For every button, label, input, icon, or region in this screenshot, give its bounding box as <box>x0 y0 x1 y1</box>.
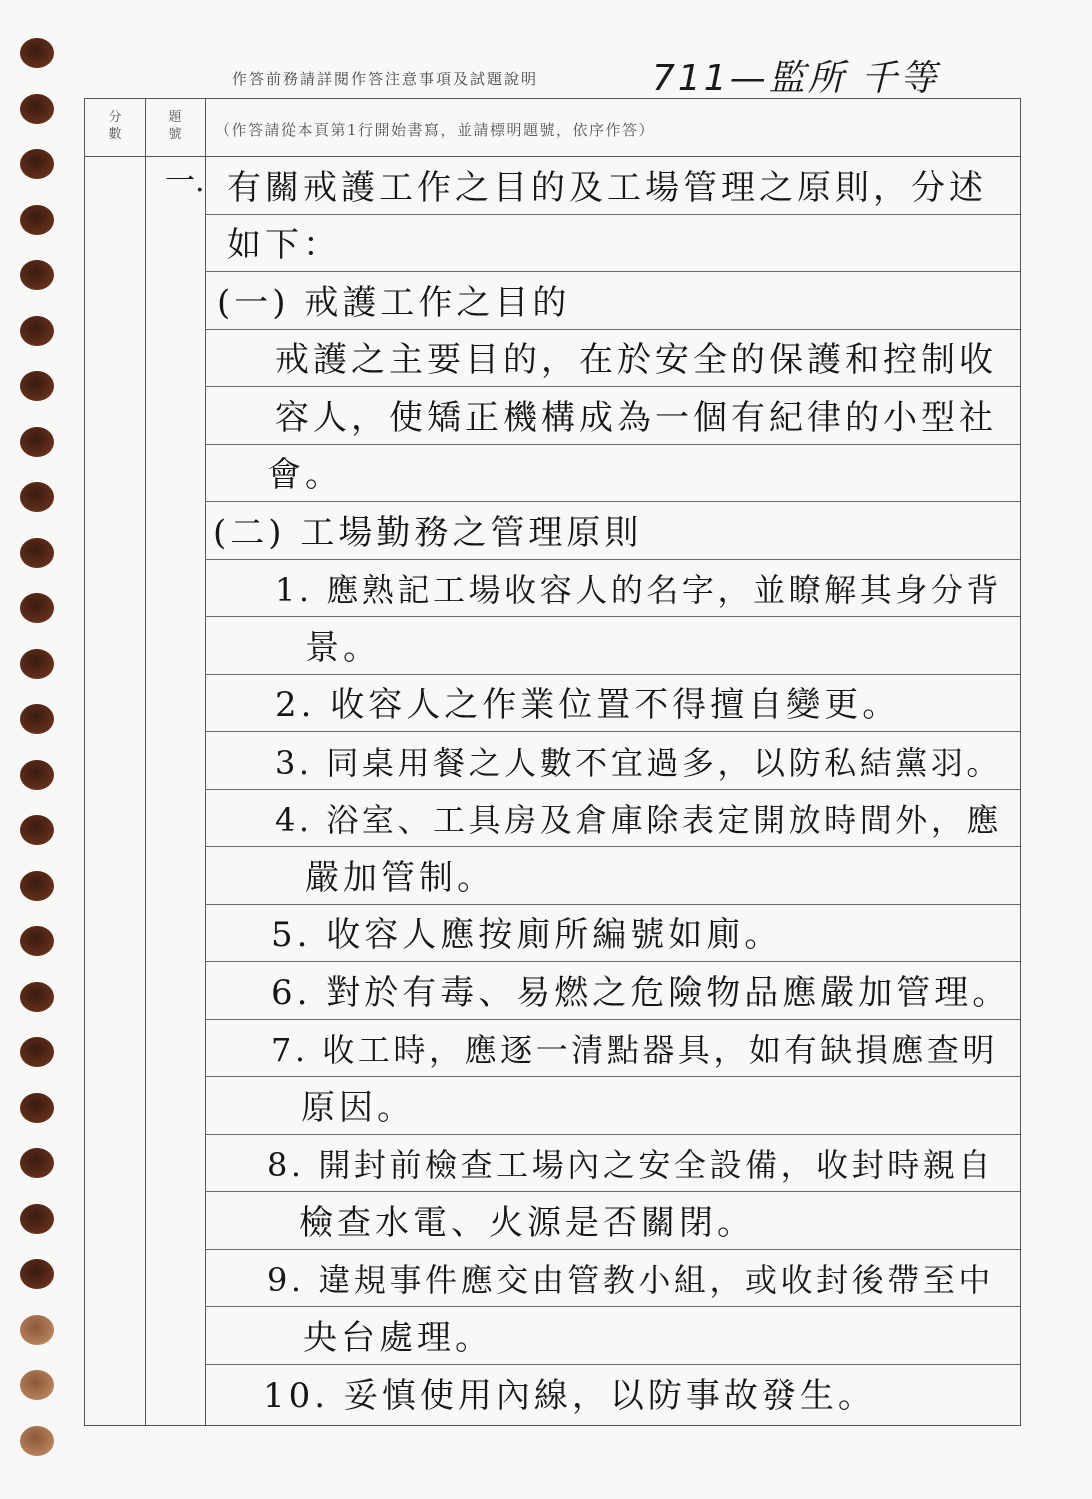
binder-hole <box>20 427 54 457</box>
answer-text: 會。 <box>267 455 343 495</box>
binder-hole <box>20 982 54 1012</box>
binder-hole <box>20 316 54 346</box>
binder-hole <box>20 205 54 235</box>
answer-text: 容人，使矯正機構成為一個有紀律的小型社 <box>275 397 997 438</box>
binder-hole <box>20 760 54 790</box>
score-label-line: 數 <box>108 127 122 142</box>
answer-line <box>205 215 1020 273</box>
writing-instruction: （作答請從本頁第1行開始書寫，並請標明題號，依序作答） <box>215 121 656 139</box>
answer-text: 戒護之主要目的，在於安全的保護和控制收 <box>275 340 997 380</box>
exam-instruction-header: 作答前務請詳閱作答注意事項及試題說明 <box>232 70 539 88</box>
list-item-continuation: 央台處理。 <box>303 1317 493 1358</box>
score-label-line: 分 <box>108 110 122 125</box>
binder-hole <box>20 1037 54 1067</box>
question-number-label-line: 題 <box>168 110 182 125</box>
answer-line <box>205 272 1020 330</box>
answer-line <box>205 1192 1020 1250</box>
question-number-label-line: 號 <box>168 127 182 142</box>
binder-holes <box>20 38 56 1481</box>
answer-line <box>205 1365 1020 1423</box>
answer-line <box>205 617 1020 675</box>
list-item: 2. 收容人之作業位置不得擅自變更。 <box>275 685 901 725</box>
question-number: 一. <box>165 163 205 199</box>
binder-hole <box>20 704 54 734</box>
answer-text: 如下： <box>227 225 341 265</box>
binder-hole <box>20 871 54 901</box>
answer-line <box>205 732 1020 790</box>
answer-line <box>205 905 1020 963</box>
answer-line <box>165 157 1020 215</box>
list-item: 8. 開封前檢查工場內之安全設備，收封時親自 <box>267 1146 994 1184</box>
list-item: 9. 違規事件應交由管教小組，或收封後帶至中 <box>267 1261 994 1299</box>
list-item: 4. 浴室、工具房及倉庫除表定開放時間外，應 <box>275 801 1002 839</box>
binder-hole <box>20 1204 54 1234</box>
list-item-continuation: 檢查水電、火源是否關閉。 <box>299 1202 755 1243</box>
answer-line <box>205 790 1020 848</box>
answer-line <box>205 560 1020 618</box>
list-item: 5. 收容人應按廁所編號如廁。 <box>271 915 783 955</box>
binder-hole <box>20 1370 54 1400</box>
answer-line <box>205 330 1020 388</box>
list-item-continuation: 嚴加管制。 <box>305 857 495 898</box>
list-item: 7. 收工時，應逐一清點器具，如有缺損應查明 <box>271 1031 998 1069</box>
section-heading: (一) 戒護工作之目的 <box>217 282 571 323</box>
list-item: 10. 妥慎使用內線，以防事故發生。 <box>263 1376 876 1416</box>
answer-line <box>205 1077 1020 1135</box>
binder-hole <box>20 371 54 401</box>
answer-line <box>205 1307 1020 1365</box>
binder-hole <box>20 1093 54 1123</box>
answer-line <box>205 962 1020 1020</box>
answer-line <box>205 1250 1020 1308</box>
binder-hole <box>20 482 54 512</box>
score-column <box>85 99 146 1425</box>
sheet-header-row <box>85 99 1020 157</box>
list-item: 1. 應熟記工場收容人的名字，並瞭解其身分背 <box>275 571 1002 609</box>
binder-hole <box>20 38 54 68</box>
list-item: 3. 同桌用餐之人數不宜過多，以防私結黨羽。 <box>275 743 1002 782</box>
binder-hole <box>20 1426 54 1456</box>
answer-line <box>205 675 1020 733</box>
score-label <box>85 109 145 143</box>
binder-hole <box>20 815 54 845</box>
binder-hole <box>20 260 54 290</box>
answer-line <box>205 1135 1020 1193</box>
answer-sheet <box>84 98 1021 1426</box>
answer-line <box>205 1020 1020 1078</box>
binder-hole <box>20 94 54 124</box>
binder-hole <box>20 1259 54 1289</box>
list-item: 6. 對於有毒、易燃之危險物品應嚴加管理。 <box>271 972 1011 1013</box>
list-item-continuation: 原因。 <box>301 1087 415 1128</box>
section-heading: (二) 工場勤務之管理原則 <box>213 512 643 553</box>
binder-hole <box>20 649 54 679</box>
answer-line <box>205 502 1020 560</box>
binder-hole <box>20 538 54 568</box>
answer-line <box>205 445 1020 503</box>
handwritten-exam-code: 711—監所 千等 <box>652 58 940 99</box>
binder-hole <box>20 593 54 623</box>
answer-text: 有關戒護工作之目的及工場管理之原則，分述 <box>227 167 987 208</box>
binder-hole <box>20 926 54 956</box>
question-number-label <box>145 109 205 143</box>
binder-hole <box>20 1148 54 1178</box>
binder-hole <box>20 149 54 179</box>
answer-line <box>205 387 1020 445</box>
question-number-column <box>145 99 206 1425</box>
list-item-continuation: 景。 <box>305 627 381 668</box>
answer-line <box>205 847 1020 905</box>
ruled-lines <box>165 157 1020 1422</box>
binder-hole <box>20 1315 54 1345</box>
